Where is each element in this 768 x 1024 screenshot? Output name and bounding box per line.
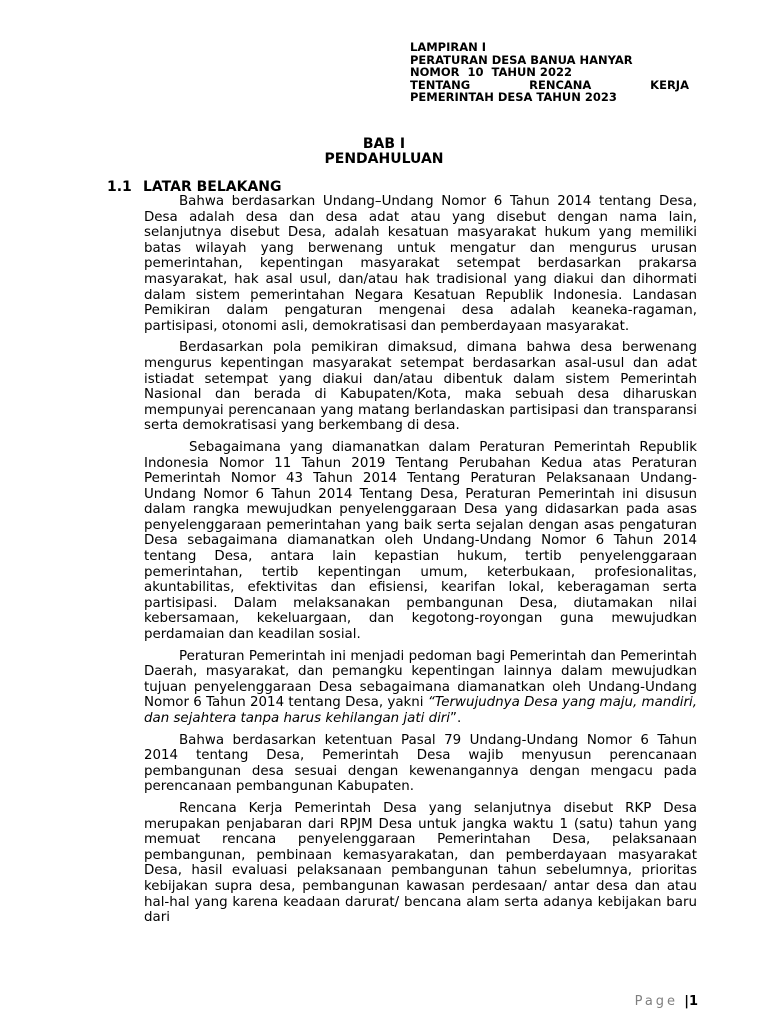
section-title: LATAR BELAKANG <box>143 179 282 195</box>
page-footer <box>635 993 698 1011</box>
paragraph-4-quote: “Terwujudnya Desa yang maju, mandiri, dan sejahtera tanpa harus kehilangan jati diri <box>144 695 697 726</box>
page-number: 1 <box>688 994 698 1009</box>
body-text <box>144 194 697 932</box>
paragraph-4 <box>144 649 697 727</box>
appendix-line-subject: PEMERINTAH DESA TAHUN 2023 <box>410 90 617 105</box>
appendix-word-kerja: KERJA <box>650 77 689 92</box>
chapter-label: BAB I <box>362 136 406 152</box>
appendix-word-tentang: TENTANG <box>410 77 471 92</box>
paragraph-3: Sebagaimana yang diamanatkan dalam Peraturan Pemerintah Republik Indonesia Nomor 11 Tahun 2019 Tentang Perubahan Kedua atas Peraturan Pemerintah Nomor 43 Tahun 2014 Tentang Peraturan Pelaksanaan Undang-Undang Nomor 6 Tahun 2014 Tentang Desa, Peraturan Pemerintah ini disusun dalam rangka mewujudkan penyelenggaraan Desa yang didasarkan pada asas penyelenggaraan pemerintahan yang baik serta sejalan dengan asas pengaturan Desa sebagaimana diamanatkan oleh Undang-Undang Nomor 6 Tahun 2014 tentang Desa, antara lain kepastian hukum, tertib penyelenggaraan pemerintahan, tertib kepentingan umum, keterbukaan, profesionalitas, akuntabilitas, efektivitas dan efisiensi, kearifan lokal, keberagaman serta partisipasi. Dalam melaksanakan pembangunan Desa, diutamakan nilai kebersamaan, kekeluargaan, dan kegotong-royongan guna mewujudkan perdamaian dan keadilan sosial. <box>144 439 697 643</box>
paragraph-1: Bahwa berdasarkan Undang–Undang Nomor 6 Tahun 2014 tentang Desa, Desa adalah desa dan desa adat atau yang disebut dengan nama lain, selanjutnya disebut Desa, adalah kesatuan masyarakat hukum yang memiliki batas wilayah yang berwenang untuk mengatur dan mengurus urusan pemerintahan, kepentingan masyarakat setempat berdasarkan prakarsa masyarakat, hak asal usul, dan/atau hak tradisional yang diakui dan dihormati dalam sistem pemerintahan Negara Kesatuan Republik Indonesia. Landasan Pemikiran dalam pengaturan mengenai desa adalah keaneka-ragaman, partisipasi, otonomi asli, demokratisasi dan pemberdayaan masyarakat. <box>144 194 697 334</box>
appendix-word-rencana: RENCANA <box>529 77 592 92</box>
appendix-line-regulation: PERATURAN DESA BANUA HANYAR <box>410 52 633 67</box>
page-label: Page <box>634 994 679 1009</box>
paragraph-4-closing: ”. <box>450 711 462 726</box>
paragraph-6: Rencana Kerja Pemerintah Desa yang selanjutnya disebut RKP Desa merupakan penjabaran dari RPJM Desa untuk jangka waktu 1 (satu) tahun yang memuat rencana penyelenggaraan Pemerintahan Desa, pelaksanaan pembangunan, pembinaan kemasyarakatan, dan pemberdayaan masyarakat Desa, hasil evaluasi pelaksanaan pembangunan tahun sebelumnya, prioritas kebijakan supra desa, pembangunan kawasan perdesaan/ antar desa dan atau hal-hal yang karena keadaan darurat/ bencana alam serta adanya kebijakan baru dari <box>144 800 697 926</box>
section-number: 1.1 <box>107 179 132 195</box>
appendix-header <box>410 41 689 104</box>
chapter-title: PENDAHULUAN <box>324 151 444 167</box>
page-separator: | <box>684 994 689 1009</box>
appendix-line-number: NOMOR 10 TAHUN 2022 <box>410 65 572 80</box>
paragraph-4-text: Peraturan Pemerintah ini menjadi pedoman bagi Pemerintah dan Pemerintah Daerah, masyarakat, dan pemangku kepentingan lainnya dalam mewujudkan tujuan penyelenggaraan Desa sebagaimana diamanatkan oleh Undang-Undang Nomor 6 Tahun 2014 tentang Desa, yakni <box>144 648 697 711</box>
paragraph-2: Berdasarkan pola pemikiran dimaksud, dimana bahwa desa berwenang mengurus kepentingan masyarakat setempat berdasarkan asal-usul dan adat istiadat setempat yang diakui dan/atau dibentuk dalam sistem Pemerintah Nasional dan berada di Kabupaten/Kota, maka sebuah desa diharuskan mempunyai perencanaan yang matang berlandaskan partisipasi dan transparansi serta demokratisasi yang berkembang di desa. <box>144 340 697 434</box>
appendix-line-lampiran: LAMPIRAN I <box>410 40 487 54</box>
paragraph-5: Bahwa berdasarkan ketentuan Pasal 79 Undang-Undang Nomor 6 Tahun 2014 tentang Desa, Pemerintah Desa wajib menyusun perencanaan pembangunan desa sesuai dengan kewenangannya dengan mengacu pada perencanaan pembangunan Kabupaten. <box>144 732 697 795</box>
